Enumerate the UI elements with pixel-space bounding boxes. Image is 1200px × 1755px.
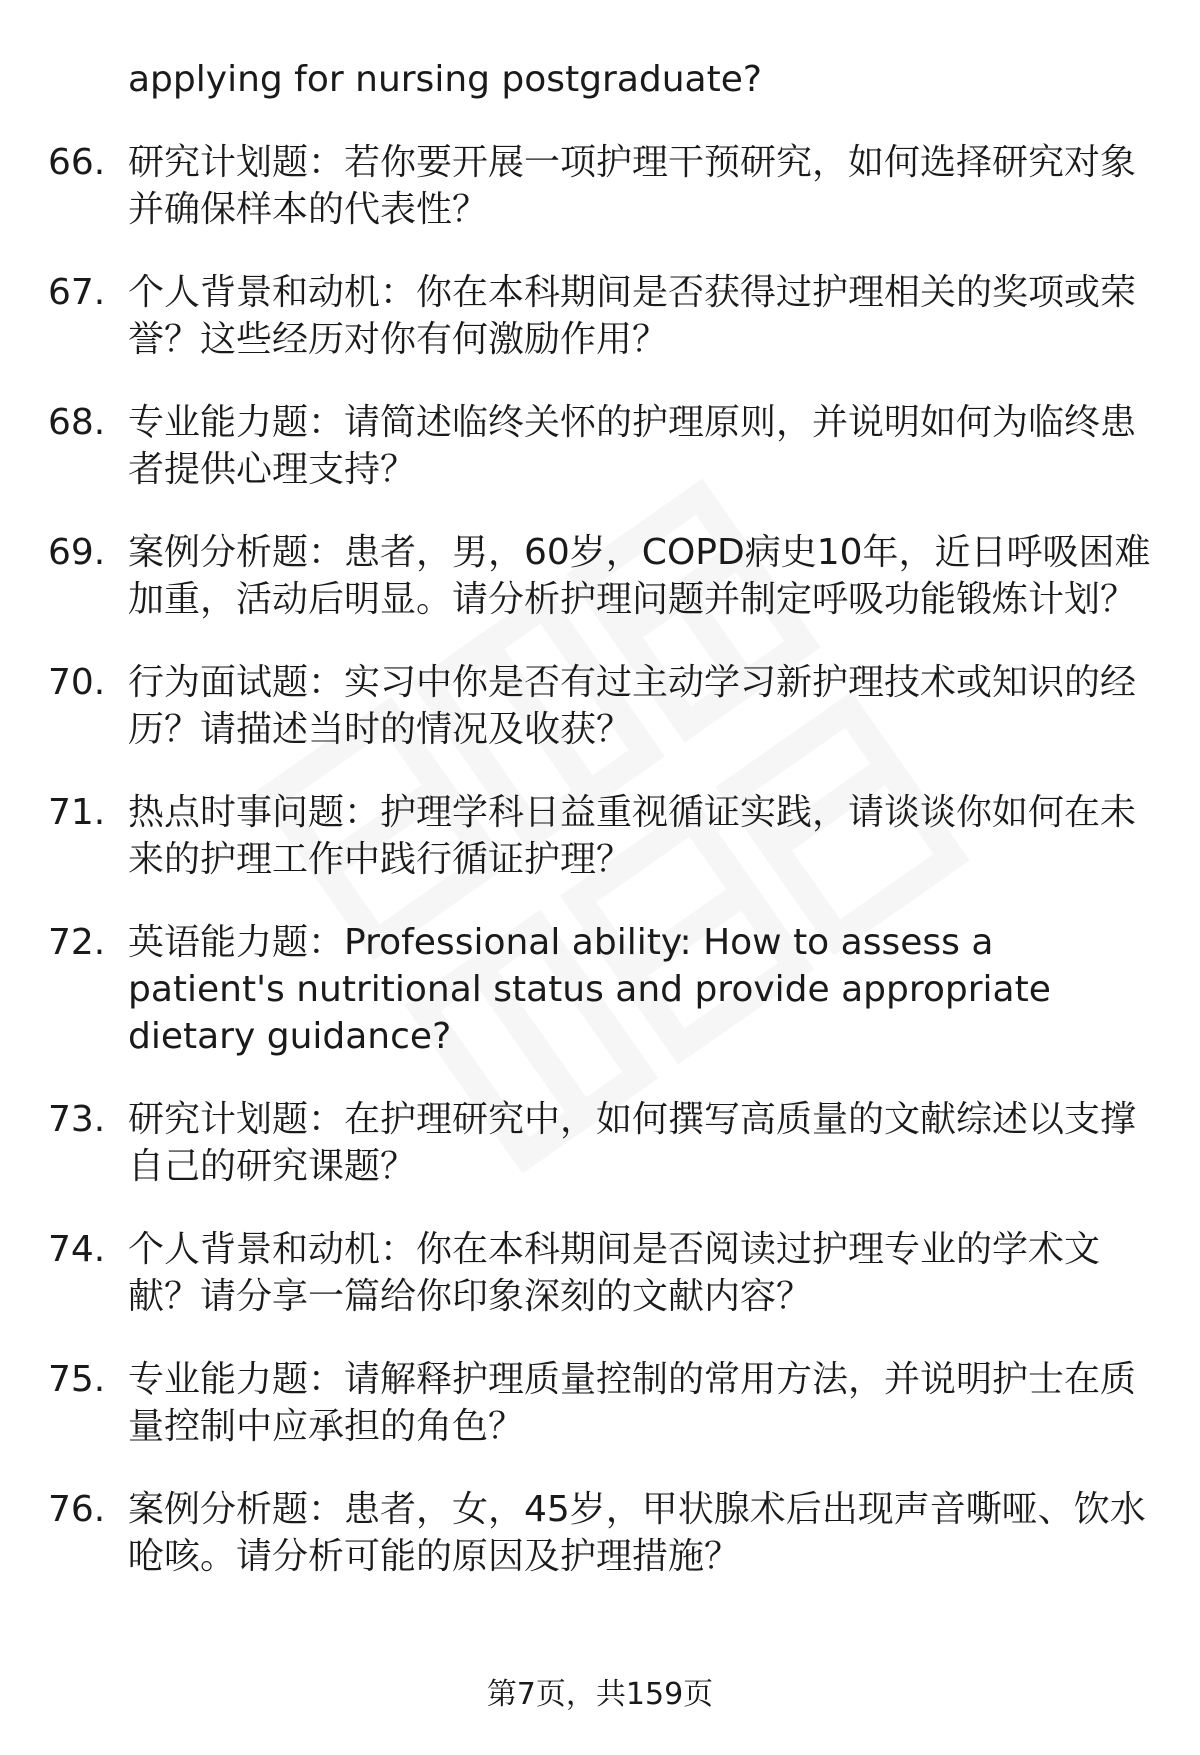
question-list — [48, 139, 1158, 1580]
page-footer: 第7页，共159页 — [486, 1677, 714, 1712]
list-item — [48, 399, 1158, 493]
list-item — [48, 919, 1158, 1060]
question-text: 专业能力题：请解释护理质量控制的常用方法，并说明护士在质量控制中应承担的角色？ — [128, 1359, 1137, 1447]
question-number: 70. — [48, 662, 106, 703]
continuation-text: applying for nursing postgraduate? — [128, 59, 762, 100]
list-item — [48, 139, 1158, 233]
question-number: 67. — [48, 272, 106, 313]
question-number: 73. — [48, 1099, 106, 1140]
list-item — [48, 1356, 1158, 1450]
question-number: 75. — [48, 1359, 106, 1400]
list-item — [48, 659, 1158, 753]
question-number: 68. — [48, 402, 106, 443]
question-number: 72. — [48, 922, 106, 963]
list-item — [48, 1486, 1158, 1580]
list-item — [48, 1226, 1158, 1320]
question-text: 专业能力题：请简述临终关怀的护理原则，并说明如何为临终患者提供心理支持？ — [128, 402, 1137, 490]
question-text: 案例分析题：患者，男，60岁，COPD病史10年，近日呼吸困难加重，活动后明显。请分析护理问题并制定呼吸功能锻炼计划？ — [128, 532, 1151, 620]
question-text: 案例分析题：患者，女，45岁，甲状腺术后出现声音嘶哑、饮水呛咳。请分析可能的原因及护理措施？ — [128, 1489, 1146, 1577]
question-number: 71. — [48, 792, 106, 833]
question-text: 研究计划题：在护理研究中，如何撰写高质量的文献综述以支撑自己的研究课题？ — [128, 1099, 1137, 1187]
question-number: 74. — [48, 1229, 106, 1270]
list-item — [48, 269, 1158, 363]
question-number: 76. — [48, 1489, 106, 1530]
question-text: 行为面试题：实习中你是否有过主动学习新护理技术或知识的经历？请描述当时的情况及收获？ — [128, 662, 1137, 750]
question-number: 69. — [48, 532, 106, 573]
question-text: 英语能力题：Professional ability: How to assess a patient's nutritional status and provide appropriate dietary guidance? — [128, 922, 1051, 1057]
question-text: 研究计划题：若你要开展一项护理干预研究，如何选择研究对象并确保样本的代表性？ — [128, 142, 1137, 230]
question-number: 66. — [48, 142, 106, 183]
list-item — [48, 1096, 1158, 1190]
list-item — [48, 529, 1158, 623]
question-text: 个人背景和动机：你在本科期间是否阅读过护理专业的学术文献？请分享一篇给你印象深刻的文献内容？ — [128, 1229, 1101, 1317]
list-item — [48, 789, 1158, 883]
question-content — [48, 56, 1158, 1616]
question-text: 热点时事问题：护理学科日益重视循证实践，请谈谈你如何在未来的护理工作中践行循证护理？ — [128, 792, 1137, 880]
question-text: 个人背景和动机：你在本科期间是否获得过护理相关的奖项或荣誉？这些经历对你有何激励作用？ — [128, 272, 1137, 360]
